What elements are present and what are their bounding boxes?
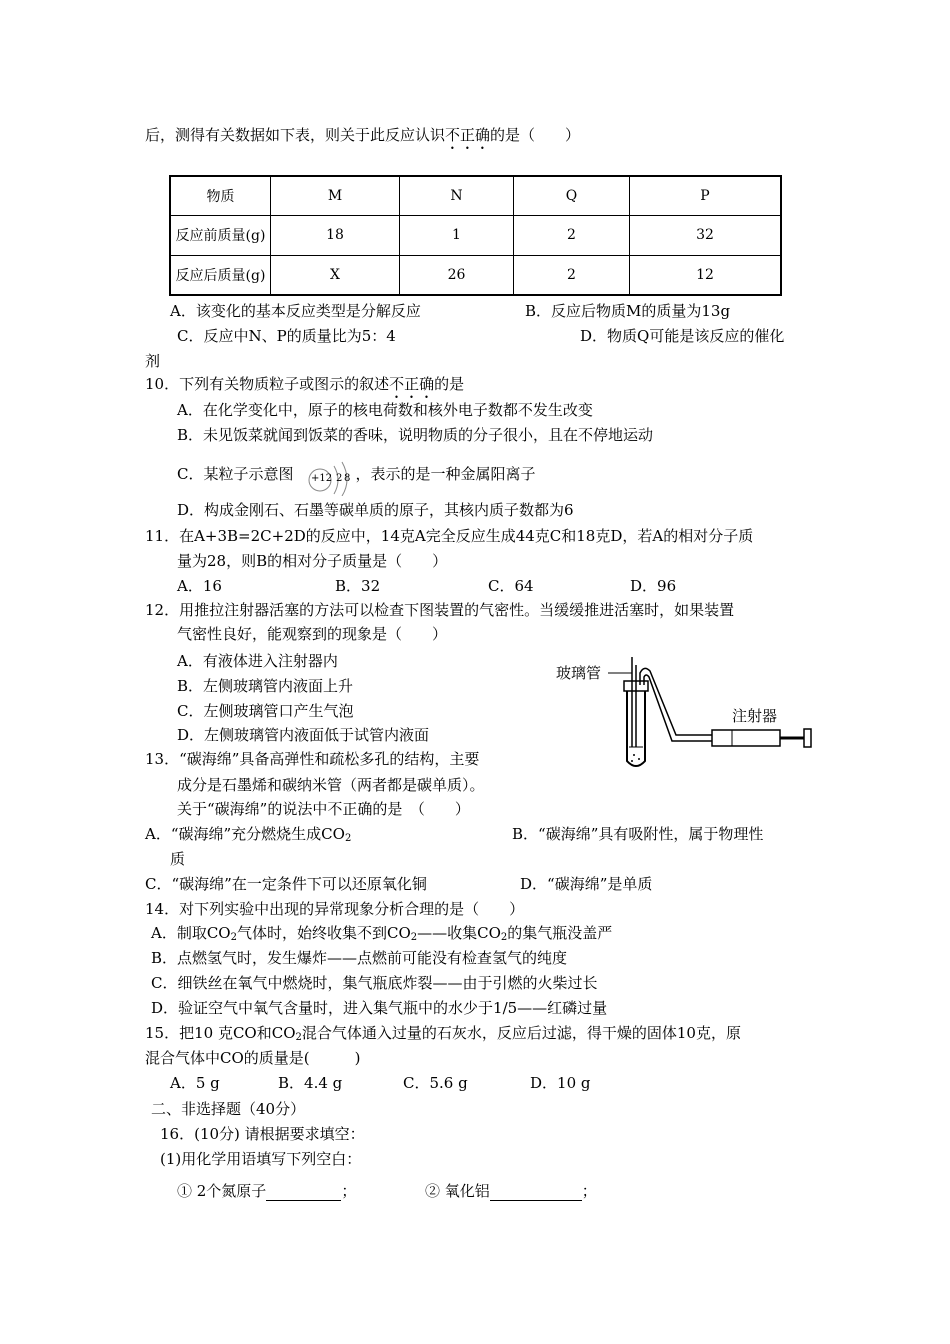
q15-option-d: D．10 g: [530, 1074, 591, 1092]
q14-text: 气体时，始终收集不到CO: [236, 924, 411, 942]
q11-option-b: B．32: [335, 577, 381, 595]
q16-item-2: [425, 1181, 597, 1201]
q9-option-b: B．反应后物质M的质量为13g: [525, 302, 731, 320]
q14-option-d: D．验证空气中氧气含量时，进入集气瓶中的水少于1/5——红磷过量: [151, 999, 608, 1017]
q9-option-a: A．该变化的基本反应类型是分解反应: [170, 302, 421, 320]
atom-nucleus-label: +12: [311, 473, 333, 484]
q12-option-a: A．有液体进入注射器内: [177, 652, 338, 670]
q9-option-d: D．物质Q可能是该反应的催化: [580, 327, 785, 345]
q12-stem-line2: 气密性良好，能观察到的现象是（ ）: [177, 625, 448, 643]
table-cell: 32: [630, 216, 782, 255]
table-cell: 反应后质量(g): [170, 255, 271, 295]
q10-option-d: D．构成金刚石、石墨等碳单质的原子，其核内质子数都为6: [177, 501, 574, 519]
q13-stem-line1: 13．“碳海绵”具备高弹性和疏松多孔的结构，主要: [145, 750, 480, 768]
q14-text: ——收集CO: [417, 924, 501, 942]
q14-stem: 14．对下列实验中出现的异常现象分析合理的是（ ）: [145, 900, 525, 918]
atom-electron-shell-1: 2: [336, 473, 343, 484]
table-cell: 18: [271, 216, 400, 255]
q14-text: 的集气瓶没盖严: [507, 924, 613, 942]
table-cell: 物质: [170, 176, 271, 216]
semicolon: ；: [581, 1182, 597, 1200]
answer-blank-1[interactable]: [266, 1184, 341, 1201]
q10-option-a: A．在化学变化中，原子的核电荷数和核外电子数都不发生改变: [177, 401, 593, 419]
q16-item-1: [177, 1181, 356, 1201]
emphasis-text: 不正确: [445, 126, 491, 144]
subscript: 2: [500, 932, 508, 943]
q12-option-b: B．左侧玻璃管内液面上升: [177, 677, 354, 695]
table-cell: P: [630, 176, 782, 216]
q12-stem-line1: 12．用推拉注射器活塞的方法可以检查下图装置的气密性。当缓缓推进活塞时，如果装置: [145, 601, 735, 619]
table-cell: N: [400, 176, 514, 216]
q11-option-a: A．16: [177, 577, 222, 595]
semicolon: ；: [341, 1182, 357, 1200]
q14-text: A．制取CO: [151, 924, 231, 942]
q11-stem-line1: 11．在A+3B=2C+2D的反应中，14克A完全反应生成44克C和18克D，若A的相对分子质: [145, 527, 754, 545]
q10-option-b: B．未见饭菜就闻到饭菜的香味，说明物质的分子很小，且在不停地运动: [177, 426, 654, 444]
q16-sub1: (1)用化学用语填写下列空白：: [160, 1150, 362, 1168]
q13-option-b-wrap: 质: [170, 850, 186, 868]
q15-text: 15．把10 克CO和CO: [145, 1024, 296, 1042]
q11-option-d: D．96: [630, 577, 677, 595]
q10-stem-text: 10．下列有关物质粒子或图示的叙述: [145, 375, 390, 393]
table-cell: 反应前质量(g): [170, 216, 271, 255]
table-cell: Q: [514, 176, 630, 216]
q13-option-c: C．“碳海绵”在一定条件下可以还原氧化铜: [145, 875, 427, 893]
q15-text: 混合气体通入过量的石灰水，反应后过滤，得干燥的固体10克，原: [301, 1024, 741, 1042]
intro-text-end: 的是（ ）: [490, 126, 581, 144]
q15-option-b: B．4.4 g: [278, 1074, 343, 1092]
answer-blank-2[interactable]: [490, 1184, 582, 1201]
table-cell: 1: [400, 216, 514, 255]
table-cell: X: [271, 255, 400, 295]
subscript: 2: [230, 932, 237, 943]
q14-option-a: [151, 923, 612, 943]
intro-text: 后，测得有关数据如下表，则关于此反应认识: [145, 126, 446, 144]
q13-stem-line2: 成分是石墨烯和碳纳米管（两者都是碳单质）。: [177, 776, 485, 794]
section-heading: 二、非选择题（40分）: [151, 1100, 306, 1118]
q15-option-a: A．5 g: [170, 1074, 220, 1092]
q10-option-c-text-end: ，表示的是一种金属阳离子: [355, 465, 536, 483]
table-cell: M: [271, 176, 400, 216]
table-row: [170, 255, 781, 295]
q12-option-c: C．左侧玻璃管口产生气泡: [177, 702, 354, 720]
q13-option-b: B．“碳海绵”具有吸附性，属于物理性: [512, 825, 764, 843]
subscript: 2: [344, 833, 352, 844]
table-cell: 2: [514, 255, 630, 295]
q10-option-c-text: C．某粒子示意图: [177, 465, 294, 483]
atom-electron-shell-2: 8: [344, 473, 351, 484]
subscript: 2: [410, 932, 418, 943]
q15-stem-line2: 混合气体中CO的质量是( ): [145, 1049, 361, 1067]
q16-item-1-label: ① 2个氮原子: [177, 1182, 267, 1200]
table-cell: 2: [514, 216, 630, 255]
q9-option-d-wrap: 剂: [145, 352, 161, 370]
q13-stem-line3: 关于“碳海绵”的说法中不正确的是 （ ）: [177, 800, 470, 818]
glass-tube-label: 玻璃管: [556, 664, 602, 682]
table-row: [170, 216, 781, 255]
q16-stem: 16．(10分) 请根据要求填空：: [160, 1125, 365, 1143]
atom-structure-diagram: [306, 456, 360, 496]
q16-item-2-label: ② 氧化铝: [425, 1182, 490, 1200]
subscript: 2: [295, 1032, 302, 1043]
table-cell: 26: [400, 255, 514, 295]
mass-table: [169, 175, 782, 296]
q15-option-c: C．5.6 g: [403, 1074, 468, 1092]
q11-option-c: C．64: [488, 577, 534, 595]
q12-option-d: D．左侧玻璃管内液面低于试管内液面: [177, 726, 430, 744]
table-header-row: [170, 176, 781, 216]
syringe-label: 注射器: [732, 707, 778, 725]
q14-option-b: B．点燃氢气时，发生爆炸——点燃前可能没有检查氢气的纯度: [151, 949, 568, 967]
q13-option-a-text: A．“碳海绵”充分燃烧生成CO: [145, 825, 345, 843]
table-cell: 12: [630, 255, 782, 295]
q15-stem-line1: [145, 1023, 741, 1043]
q10-stem-end: 的是: [434, 375, 465, 393]
q14-option-c: C．细铁丝在氧气中燃烧时，集气瓶底炸裂——由于引燃的火柴过长: [151, 974, 598, 992]
q9-option-c: C．反应中N、P的质量比为5：4: [177, 327, 396, 345]
apparatus-diagram: [552, 655, 820, 775]
emphasis-text: 不正确: [389, 375, 435, 393]
q11-stem-line2: 量为28，则B的相对分子质量是（ ）: [177, 552, 448, 570]
q13-option-a: [145, 824, 351, 844]
q10-stem: [145, 374, 464, 402]
q13-option-d: D．“碳海绵”是单质: [520, 875, 653, 893]
intro-line: [145, 125, 580, 153]
